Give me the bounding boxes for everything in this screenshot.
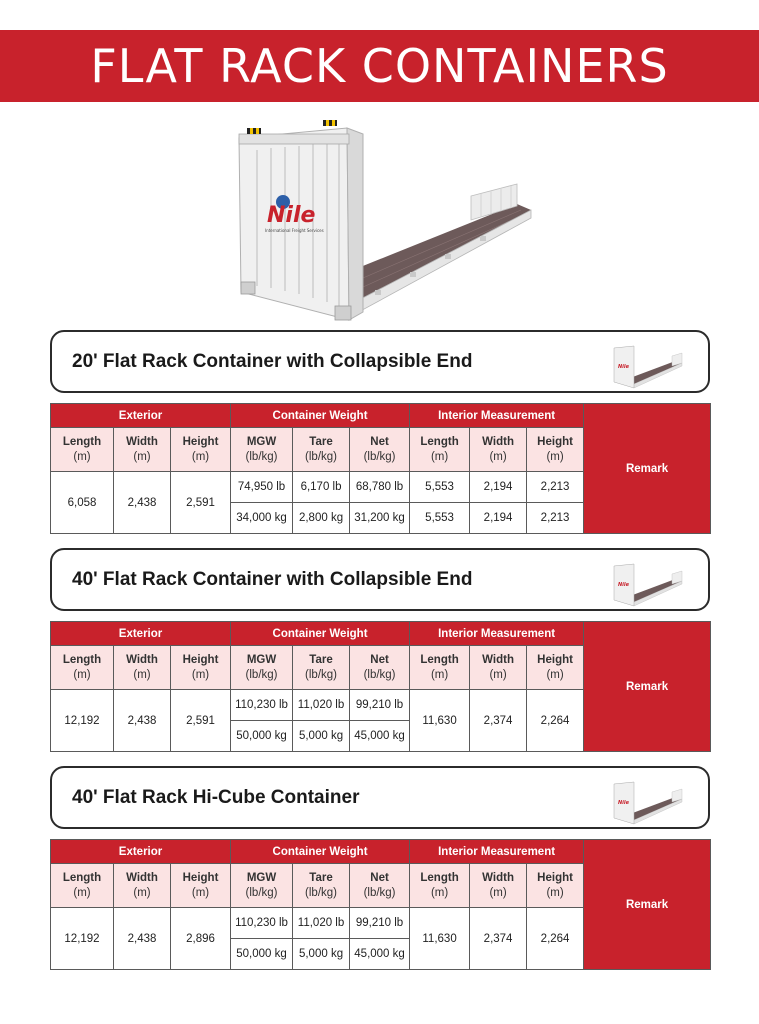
mgw-lb: 110,230 lb [231,908,293,939]
net-lb: 99,210 lb [350,690,410,721]
header-int-width: Width (m) [470,646,527,690]
ext-width: 2,438 [114,908,171,970]
header-height: Height (m) [171,428,231,472]
int-width: 2,194 [470,472,527,503]
flat-rack-container-image [225,106,555,326]
int-width: 2,374 [470,908,527,970]
page-title: FLAT RACK CONTAINERS [90,39,669,93]
mgw-lb: 74,950 lb [231,472,293,503]
header-length: Length (m) [51,428,114,472]
group-exterior: Exterior [51,404,231,428]
ext-height: 2,896 [171,908,231,970]
header-int-height: Height (m) [527,864,584,908]
mgw-kg: 50,000 kg [231,721,293,752]
header-tare: Tare (lb/kg) [293,428,350,472]
spec-table [50,839,711,970]
section-title: 40' Flat Rack Container with Collapsible End [72,568,473,590]
header-width: Width (m) [114,646,171,690]
header-width: Width (m) [114,428,171,472]
group-container-weight: Container Weight [231,404,410,428]
header-net: Net (lb/kg) [350,864,410,908]
net-kg: 45,000 kg [350,939,410,970]
int-height: 2,213 [527,503,584,534]
header-mgw: MGW (lb/kg) [231,428,293,472]
section-20ft-flat-rack [50,330,710,536]
spec-table [50,621,711,752]
header-int-height: Height (m) [527,428,584,472]
header-length: Length (m) [51,864,114,908]
net-kg: 31,200 kg [350,503,410,534]
header-net: Net (lb/kg) [350,428,410,472]
header-width: Width (m) [114,864,171,908]
section-title-box [50,766,710,829]
group-container-weight: Container Weight [231,622,410,646]
tare-kg: 5,000 kg [293,721,350,752]
tare-kg: 5,000 kg [293,939,350,970]
svg-text:Nile: Nile [618,582,630,588]
header-int-width: Width (m) [470,428,527,472]
spec-table [50,403,711,534]
section-title-box [50,330,710,393]
header-int-length: Length (m) [410,646,470,690]
container-thumbnail [610,556,690,608]
group-interior-measurement: Interior Measurement [410,404,584,428]
ext-length: 12,192 [51,690,114,752]
title-banner [0,30,759,102]
int-height: 2,213 [527,472,584,503]
section-40ft-hi-cube [50,766,710,972]
header-int-width: Width (m) [470,864,527,908]
container-thumbnail [610,774,690,826]
header-int-height: Height (m) [527,646,584,690]
header-mgw: MGW (lb/kg) [231,646,293,690]
header-int-length: Length (m) [410,428,470,472]
group-interior-measurement: Interior Measurement [410,840,584,864]
int-length: 11,630 [410,690,470,752]
mgw-kg: 34,000 kg [231,503,293,534]
svg-text:Nile: Nile [618,364,630,370]
nile-logo: Nile [267,203,316,228]
mgw-lb: 110,230 lb [231,690,293,721]
ext-height: 2,591 [171,472,231,534]
header-net: Net (lb/kg) [350,646,410,690]
header-int-length: Length (m) [410,864,470,908]
int-height: 2,264 [527,690,584,752]
header-height: Height (m) [171,864,231,908]
remark-cell: Remark [584,404,711,534]
section-40ft-flat-rack [50,548,710,754]
int-height: 2,264 [527,908,584,970]
container-thumbnail [610,338,690,390]
svg-text:Nile: Nile [618,800,630,806]
ext-height: 2,591 [171,690,231,752]
header-mgw: MGW (lb/kg) [231,864,293,908]
header-height: Height (m) [171,646,231,690]
group-exterior: Exterior [51,622,231,646]
int-length: 11,630 [410,908,470,970]
int-length: 5,553 [410,472,470,503]
tare-kg: 2,800 kg [293,503,350,534]
header-length: Length (m) [51,646,114,690]
net-lb: 99,210 lb [350,908,410,939]
group-interior-measurement: Interior Measurement [410,622,584,646]
section-title: 20' Flat Rack Container with Collapsible End [72,350,473,372]
ext-length: 6,058 [51,472,114,534]
ext-length: 12,192 [51,908,114,970]
group-exterior: Exterior [51,840,231,864]
remark-cell: Remark [584,622,711,752]
int-length: 5,553 [410,503,470,534]
tare-lb: 6,170 lb [293,472,350,503]
ext-width: 2,438 [114,472,171,534]
tare-lb: 11,020 lb [293,908,350,939]
mgw-kg: 50,000 kg [231,939,293,970]
net-lb: 68,780 lb [350,472,410,503]
logo-tagline: International Freight Services [265,228,324,233]
section-title: 40' Flat Rack Hi-Cube Container [72,786,360,808]
remark-cell: Remark [584,840,711,970]
int-width: 2,374 [470,690,527,752]
header-tare: Tare (lb/kg) [293,864,350,908]
tare-lb: 11,020 lb [293,690,350,721]
group-container-weight: Container Weight [231,840,410,864]
ext-width: 2,438 [114,690,171,752]
net-kg: 45,000 kg [350,721,410,752]
section-title-box [50,548,710,611]
header-tare: Tare (lb/kg) [293,646,350,690]
int-width: 2,194 [470,503,527,534]
